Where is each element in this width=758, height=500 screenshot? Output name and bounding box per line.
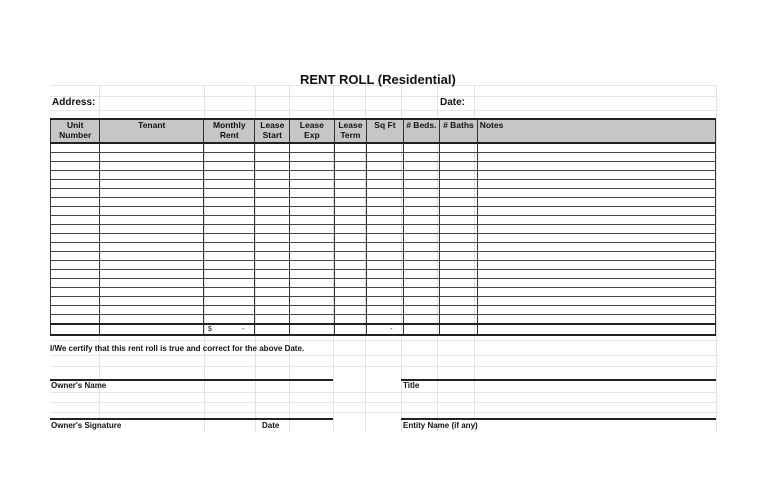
table-cell[interactable] [100, 279, 204, 288]
table-row [51, 198, 716, 207]
column-header-line1: Tenant [138, 120, 166, 130]
column-header-3 [255, 119, 290, 143]
table-cell[interactable] [255, 162, 290, 171]
table-cell[interactable] [255, 234, 290, 243]
table-cell[interactable] [255, 198, 290, 207]
table-cell[interactable] [440, 279, 478, 288]
owners-signature-line [50, 418, 333, 420]
table-cell[interactable] [100, 216, 204, 225]
table-cell[interactable] [334, 270, 367, 279]
table-cell[interactable] [403, 243, 440, 252]
table-body [51, 143, 716, 335]
table-cell[interactable] [440, 270, 478, 279]
table-cell[interactable] [100, 143, 204, 153]
table-cell[interactable] [100, 153, 204, 162]
table-cell[interactable] [334, 207, 367, 216]
table-cell[interactable] [440, 180, 478, 189]
table-cell[interactable] [334, 143, 367, 153]
table-cell[interactable] [100, 207, 204, 216]
table-cell[interactable] [100, 189, 204, 198]
table-cell[interactable] [477, 270, 715, 279]
gridline [50, 340, 716, 341]
column-header-line1: Unit [66, 120, 84, 130]
table-cell[interactable] [204, 162, 255, 171]
table-cell[interactable] [367, 279, 403, 288]
gridline [50, 392, 716, 393]
table-cell[interactable] [440, 297, 478, 306]
table-cell[interactable] [255, 252, 290, 261]
table-cell[interactable] [100, 288, 204, 297]
entity-name-label: Entity Name (if any) [403, 421, 478, 430]
gridline [716, 85, 717, 432]
table-cell[interactable] [51, 243, 100, 252]
table-cell[interactable] [477, 143, 715, 153]
gridline [50, 412, 716, 413]
table-cell[interactable] [204, 261, 255, 270]
table-cell[interactable] [255, 279, 290, 288]
table-cell[interactable] [204, 189, 255, 198]
table-cell[interactable] [367, 252, 403, 261]
table-row [51, 297, 716, 306]
table-cell[interactable] [367, 315, 403, 325]
table-cell[interactable] [334, 315, 367, 325]
column-header-line2: Number [59, 130, 92, 140]
table-row [51, 288, 716, 297]
table-cell[interactable] [255, 306, 290, 315]
table-cell[interactable] [477, 297, 715, 306]
table-cell[interactable] [51, 306, 100, 315]
table-cell[interactable] [440, 153, 478, 162]
table-cell[interactable] [334, 234, 367, 243]
table-cell[interactable] [255, 297, 290, 306]
table-cell[interactable] [477, 252, 715, 261]
table-cell[interactable] [477, 180, 715, 189]
column-header-7 [403, 119, 440, 143]
totals-row [51, 324, 716, 335]
table-header-row [51, 119, 716, 143]
table-cell[interactable] [290, 216, 334, 225]
gridline [50, 366, 716, 367]
table-cell[interactable] [290, 189, 334, 198]
table-cell[interactable] [477, 198, 715, 207]
gridline [50, 402, 716, 403]
page-title: RENT ROLL (Residential) [300, 72, 456, 87]
table-row [51, 216, 716, 225]
table-cell[interactable] [367, 189, 403, 198]
table-cell[interactable] [477, 234, 715, 243]
table-cell[interactable] [51, 207, 100, 216]
totals-cell [204, 324, 255, 335]
table-row [51, 171, 716, 180]
table-cell[interactable] [403, 288, 440, 297]
table-cell[interactable] [204, 243, 255, 252]
table-cell[interactable] [334, 180, 367, 189]
table-row [51, 306, 716, 315]
table-cell[interactable] [477, 288, 715, 297]
table-row [51, 270, 716, 279]
table-cell[interactable] [100, 171, 204, 180]
totals-cell [290, 324, 334, 335]
table-cell[interactable] [440, 216, 478, 225]
table-cell[interactable] [204, 306, 255, 315]
table-cell[interactable] [403, 207, 440, 216]
table-cell[interactable] [367, 243, 403, 252]
table-cell[interactable] [334, 279, 367, 288]
table-cell[interactable] [100, 198, 204, 207]
totals-cell [440, 324, 478, 335]
sqft-total: - [390, 326, 393, 333]
table-row [51, 143, 716, 153]
table-cell[interactable] [100, 180, 204, 189]
table-row [51, 189, 716, 198]
table-cell[interactable] [51, 153, 100, 162]
table-cell[interactable] [403, 153, 440, 162]
table-cell[interactable] [477, 171, 715, 180]
table-cell[interactable] [440, 306, 478, 315]
table-cell[interactable] [440, 189, 478, 198]
currency-symbol: $ [208, 326, 212, 333]
table-cell[interactable] [403, 162, 440, 171]
table-cell[interactable] [334, 306, 367, 315]
table-row [51, 315, 716, 325]
table-cell[interactable] [204, 234, 255, 243]
table-cell[interactable] [403, 234, 440, 243]
table-cell[interactable] [51, 216, 100, 225]
table-cell[interactable] [403, 225, 440, 234]
table-cell[interactable] [51, 315, 100, 325]
table-cell[interactable] [204, 180, 255, 189]
table-cell[interactable] [403, 180, 440, 189]
owners-name-label: Owner's Name [51, 381, 107, 390]
table-cell[interactable] [334, 297, 367, 306]
table-cell[interactable] [334, 162, 367, 171]
title-line [401, 379, 716, 381]
table-row [51, 279, 716, 288]
table-cell[interactable] [367, 153, 403, 162]
table-cell[interactable] [255, 270, 290, 279]
table-row [51, 153, 716, 162]
table-cell[interactable] [255, 171, 290, 180]
column-header-1 [100, 119, 204, 143]
table-cell[interactable] [367, 180, 403, 189]
table-cell[interactable] [440, 162, 478, 171]
table-cell[interactable] [440, 315, 478, 325]
table-cell[interactable] [334, 153, 367, 162]
table-cell[interactable] [367, 270, 403, 279]
table-cell[interactable] [100, 270, 204, 279]
table-row [51, 225, 716, 234]
table-cell[interactable] [403, 189, 440, 198]
table-cell[interactable] [100, 225, 204, 234]
table-cell[interactable] [204, 216, 255, 225]
table-cell[interactable] [440, 171, 478, 180]
owners-signature-label: Owner's Signature [51, 421, 122, 430]
table-cell[interactable] [334, 288, 367, 297]
table-cell[interactable] [51, 225, 100, 234]
table-cell[interactable] [367, 261, 403, 270]
column-header-5 [334, 119, 367, 143]
totals-cell [334, 324, 367, 335]
table-cell[interactable] [403, 306, 440, 315]
table-cell[interactable] [334, 216, 367, 225]
table-cell[interactable] [477, 243, 715, 252]
table-cell[interactable] [440, 234, 478, 243]
table-cell[interactable] [255, 189, 290, 198]
table-cell[interactable] [290, 306, 334, 315]
table-row [51, 252, 716, 261]
column-header-0 [51, 119, 100, 143]
table-cell[interactable] [290, 261, 334, 270]
table-row [51, 180, 716, 189]
table-cell[interactable] [367, 216, 403, 225]
table-cell[interactable] [440, 143, 478, 153]
table-cell[interactable] [477, 216, 715, 225]
column-header-line1: # Baths [443, 120, 474, 130]
table-cell[interactable] [204, 171, 255, 180]
table-cell[interactable] [255, 216, 290, 225]
table-cell[interactable] [367, 297, 403, 306]
table-cell[interactable] [477, 279, 715, 288]
table-cell[interactable] [440, 288, 478, 297]
gridline [50, 355, 716, 356]
table-cell[interactable] [403, 279, 440, 288]
certification-text: I/We certify that this rent roll is true and correct for the above Date. [50, 344, 305, 353]
table-cell[interactable] [255, 207, 290, 216]
column-header-line1: Lease [338, 120, 363, 130]
table-cell[interactable] [290, 207, 334, 216]
column-header-2 [204, 119, 255, 143]
table-cell[interactable] [51, 252, 100, 261]
table-cell[interactable] [51, 143, 100, 153]
address-label: Address: [52, 97, 96, 108]
table-row [51, 261, 716, 270]
column-header-4 [290, 119, 334, 143]
table-cell[interactable] [255, 243, 290, 252]
table-cell[interactable] [367, 306, 403, 315]
table-cell[interactable] [477, 162, 715, 171]
table-cell[interactable] [403, 171, 440, 180]
table-cell[interactable] [51, 189, 100, 198]
table-cell[interactable] [204, 270, 255, 279]
totals-cell [403, 324, 440, 335]
table-cell[interactable] [477, 207, 715, 216]
table-cell[interactable] [204, 279, 255, 288]
table-cell[interactable] [477, 225, 715, 234]
totals-cell [477, 324, 715, 335]
rent-total: - [242, 326, 245, 333]
title-label: Title [403, 381, 420, 390]
table-cell[interactable] [290, 198, 334, 207]
table-cell[interactable] [334, 252, 367, 261]
column-header-line1: Notes [479, 120, 504, 130]
column-header-8 [440, 119, 478, 143]
column-header-line1: Monthly [212, 120, 246, 130]
gridline [50, 110, 716, 111]
table-cell[interactable] [367, 225, 403, 234]
table-cell[interactable] [440, 207, 478, 216]
totals-cell [100, 324, 204, 335]
table-cell[interactable] [440, 198, 478, 207]
table-cell[interactable] [403, 143, 440, 153]
table-cell[interactable] [51, 171, 100, 180]
table-cell[interactable] [204, 153, 255, 162]
totals-cell [255, 324, 290, 335]
table-cell[interactable] [100, 297, 204, 306]
table-cell[interactable] [100, 315, 204, 325]
table-cell[interactable] [477, 315, 715, 325]
column-header-line2: Exp [304, 130, 320, 140]
table-cell[interactable] [204, 315, 255, 325]
column-header-line1: # Beds. [406, 120, 437, 130]
table-cell[interactable] [367, 171, 403, 180]
gridline [50, 96, 716, 97]
table-cell[interactable] [255, 315, 290, 325]
table-cell[interactable] [51, 198, 100, 207]
table-cell[interactable] [51, 261, 100, 270]
entity-name-line [401, 418, 716, 420]
date-label: Date: [440, 97, 466, 108]
table-row [51, 243, 716, 252]
table-cell[interactable] [204, 225, 255, 234]
table-cell[interactable] [51, 288, 100, 297]
table-cell[interactable] [204, 198, 255, 207]
table-cell[interactable] [477, 306, 715, 315]
table-cell[interactable] [367, 207, 403, 216]
column-header-line1: Lease [260, 120, 285, 130]
table-cell[interactable] [204, 143, 255, 153]
table-cell[interactable] [403, 315, 440, 325]
table-cell[interactable] [367, 198, 403, 207]
column-header-9 [477, 119, 715, 143]
table-cell[interactable] [334, 261, 367, 270]
table-cell[interactable] [290, 243, 334, 252]
table-cell[interactable] [290, 252, 334, 261]
table-cell[interactable] [255, 288, 290, 297]
table-cell[interactable] [334, 243, 367, 252]
signature-date-label: Date [262, 421, 280, 430]
table-cell[interactable] [290, 234, 334, 243]
rent-roll-table [50, 118, 716, 336]
column-header-6 [367, 119, 403, 143]
table-cell[interactable] [403, 297, 440, 306]
table-cell[interactable] [51, 162, 100, 171]
column-header-line2: Start [262, 130, 282, 140]
table-cell[interactable] [440, 243, 478, 252]
table-cell[interactable] [255, 153, 290, 162]
table-cell[interactable] [204, 207, 255, 216]
table-row [51, 162, 716, 171]
table-cell[interactable] [100, 261, 204, 270]
totals-cell [51, 324, 100, 335]
table-cell[interactable] [290, 162, 334, 171]
table-cell[interactable] [290, 288, 334, 297]
table-cell[interactable] [334, 198, 367, 207]
table-cell[interactable] [403, 198, 440, 207]
totals-cell [367, 324, 403, 335]
table-cell[interactable] [290, 270, 334, 279]
column-header-line1: Sq Ft [374, 120, 396, 130]
table-cell[interactable] [204, 288, 255, 297]
table-cell[interactable] [51, 297, 100, 306]
table-cell[interactable] [440, 252, 478, 261]
table-cell[interactable] [334, 189, 367, 198]
table-cell[interactable] [255, 143, 290, 153]
table-cell[interactable] [51, 234, 100, 243]
column-header-line2: Rent [219, 130, 239, 140]
table-cell[interactable] [477, 153, 715, 162]
table-cell[interactable] [100, 306, 204, 315]
table-cell[interactable] [367, 234, 403, 243]
table-cell[interactable] [290, 143, 334, 153]
table-cell[interactable] [290, 153, 334, 162]
table-cell[interactable] [100, 252, 204, 261]
table-cell[interactable] [477, 189, 715, 198]
table-cell[interactable] [440, 225, 478, 234]
table-cell[interactable] [100, 234, 204, 243]
rent-roll-sheet [50, 70, 716, 432]
column-header-line2: Term [340, 130, 361, 140]
table-cell[interactable] [367, 162, 403, 171]
table-cell[interactable] [255, 180, 290, 189]
table-cell[interactable] [290, 297, 334, 306]
table-cell[interactable] [255, 225, 290, 234]
table-cell[interactable] [290, 279, 334, 288]
table-cell[interactable] [440, 261, 478, 270]
table-cell[interactable] [367, 143, 403, 153]
table-cell[interactable] [290, 225, 334, 234]
table-cell[interactable] [403, 261, 440, 270]
table-cell[interactable] [403, 252, 440, 261]
table-cell[interactable] [403, 270, 440, 279]
table-cell[interactable] [51, 180, 100, 189]
table-cell[interactable] [477, 261, 715, 270]
table-row [51, 207, 716, 216]
table-cell[interactable] [334, 171, 367, 180]
table-cell[interactable] [51, 279, 100, 288]
table-cell[interactable] [100, 162, 204, 171]
table-cell[interactable] [51, 270, 100, 279]
table-cell[interactable] [290, 171, 334, 180]
table-cell[interactable] [290, 180, 334, 189]
table-cell[interactable] [100, 243, 204, 252]
table-cell[interactable] [204, 297, 255, 306]
column-header-line1: Lease [299, 120, 324, 130]
table-cell[interactable] [204, 252, 255, 261]
table-cell[interactable] [367, 288, 403, 297]
table-cell[interactable] [290, 315, 334, 325]
table-cell[interactable] [334, 225, 367, 234]
table-row [51, 234, 716, 243]
table-cell[interactable] [255, 261, 290, 270]
table-cell[interactable] [403, 216, 440, 225]
